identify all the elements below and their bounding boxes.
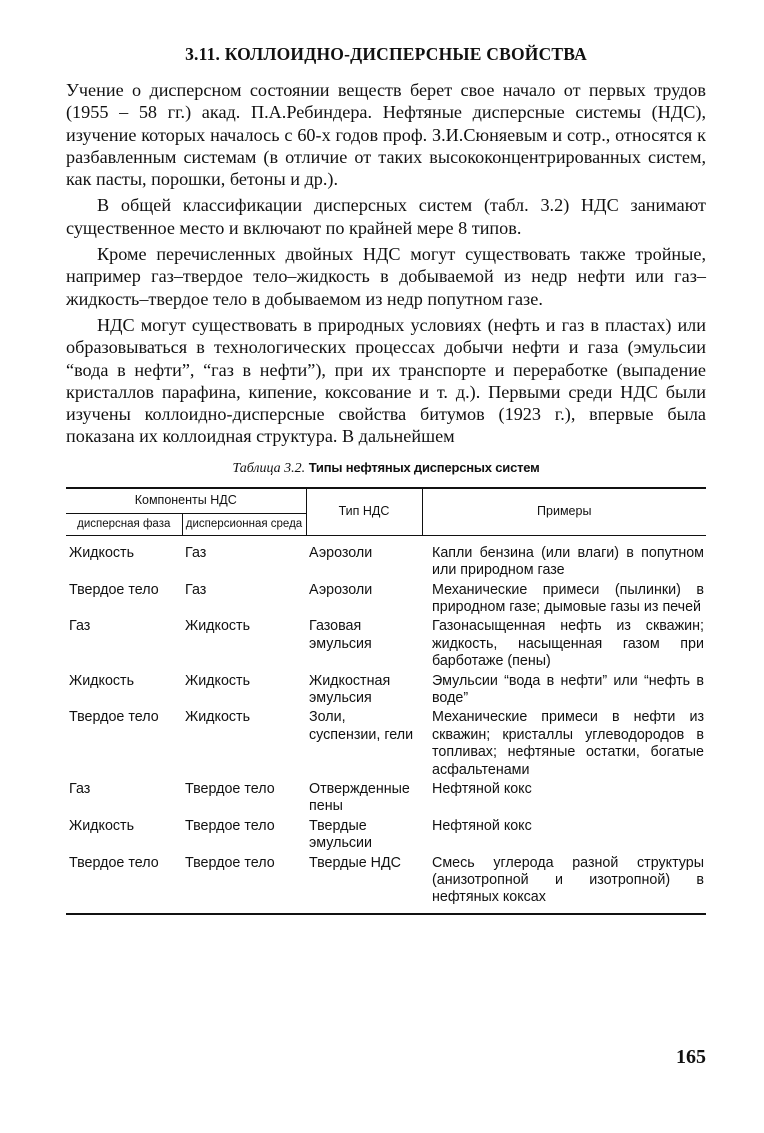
cell-phase: Жидкость — [69, 672, 135, 689]
cell-type: Твердые эмульсии — [309, 817, 373, 852]
cell-phase: Твердое тело — [69, 581, 159, 598]
header-phase: дисперсная фаза — [66, 513, 182, 535]
cell-medium: Жидкость — [185, 672, 251, 689]
table-row — [66, 582, 706, 619]
header-type: Тип НДС — [306, 488, 422, 536]
cell-type: Твердые НДС — [306, 855, 422, 914]
cell-phase: Твердое тело — [66, 855, 182, 914]
paragraph-4: НДС могут существовать в природных условиях (нефть и газ в пластах) или образовываться в технологических процессах добычи нефти и газа (эмульсии “вода в нефти”, “газ в нефти”), при их транспорте и переработке (выпадение кристаллов парафина, кипение, коксование и т. д.). Первыми среди НДС были изучены коллоидно-дисперсные свойства битумов (1923 г.), впервые была показана их коллоидная структура. В дальнейшем — [66, 314, 706, 447]
paragraph-3: Кроме перечисленных двойных НДС могут существовать также тройные, например газ–твердое тело–жидкость в добываемой из недр нефти или газ–жидкость–твердое тело в добываемом из недр попутном газе. — [66, 244, 706, 309]
paragraph-2: В общей классификации дисперсных систем (табл. 3.2) НДС занимают существенное место и включают по крайней мере 8 типов. — [66, 195, 706, 238]
cell-type: Газовая эмульсия — [309, 618, 372, 652]
cell-type: Золи, суспензии, гели — [309, 709, 414, 743]
cell-medium: Твердое тело — [185, 781, 275, 798]
page-number: 165 — [676, 1046, 706, 1068]
cell-phase: Газ — [69, 618, 91, 635]
cell-phase: Жидкость — [69, 544, 135, 561]
cell-type: Аэрозоли — [309, 581, 373, 598]
cell-example: Нефтяной кокс — [432, 781, 532, 798]
table-row — [66, 709, 706, 781]
cell-type: Отвержденные пены — [309, 781, 410, 815]
header-examples: Примеры — [422, 488, 706, 536]
header-components: Компоненты НДС — [66, 488, 306, 514]
header-medium: дисперсионная среда — [182, 513, 306, 535]
table-row — [66, 618, 706, 672]
cell-example: Смесь углерода разной структуры (анизотропной и изотропной) в нефтяных коксах — [422, 855, 706, 914]
cell-medium: Газ — [185, 544, 207, 561]
cell-medium: Твердое тело — [185, 817, 275, 834]
page-content — [66, 44, 706, 915]
cell-medium: Твердое тело — [182, 855, 306, 914]
table-row — [66, 855, 706, 914]
cell-phase: Газ — [69, 781, 91, 798]
table-row — [66, 535, 706, 581]
cell-type: Жидкостная эмульсия — [309, 672, 391, 706]
cell-example: Газонасыщенная нефть из скважин; жидкость, насыщенная газом при барботаже (пены) — [432, 618, 704, 670]
table-row — [66, 673, 706, 710]
cell-type: Аэрозоли — [309, 544, 373, 561]
table-caption-title: Типы нефтяных дисперсных систем — [308, 459, 540, 475]
cell-medium: Жидкость — [185, 618, 251, 635]
cell-phase: Жидкость — [69, 817, 135, 834]
cell-medium: Газ — [185, 581, 207, 598]
cell-example: Эмульсии “вода в нефти” или “нефть в воде” — [432, 672, 704, 706]
table-caption — [66, 460, 706, 477]
cell-example: Механические примеси в нефти из скважин; кристаллы углеводородов в топливах; нефтяные остатки, богатые асфальтенами — [432, 709, 704, 778]
cell-example: Капли бензина (или влаги) в попутном или природном газе — [432, 544, 704, 579]
section-heading: 3.11. КОЛЛОИДНО-ДИСПЕРСНЫЕ СВОЙСТВА — [185, 44, 587, 64]
paragraph-1: Учение о дисперсном состоянии веществ берет свое начало от первых трудов (1955 – 58 гг.) акад. П.А.Ребиндера. Нефтяные дисперсные системы (НДС), изучение которых началось с 60-х годов проф. З.И.Сюняевым и сотр., относятся к разбавленным системам (в отличие от таких высококонцентрированных систем, как пасты, порошки, бетоны и др.). — [66, 80, 706, 190]
cell-example: Нефтяной кокс — [432, 817, 532, 834]
table-row — [66, 781, 706, 818]
cell-phase: Твердое тело — [69, 709, 159, 726]
table-caption-label: Таблица 3.2. — [232, 460, 306, 476]
dispersed-systems-table — [66, 487, 706, 915]
cell-medium: Жидкость — [185, 709, 251, 726]
table-row — [66, 818, 706, 855]
cell-example: Механические примеси (пылинки) в природном газе; дымовые газы из печей — [432, 581, 704, 615]
